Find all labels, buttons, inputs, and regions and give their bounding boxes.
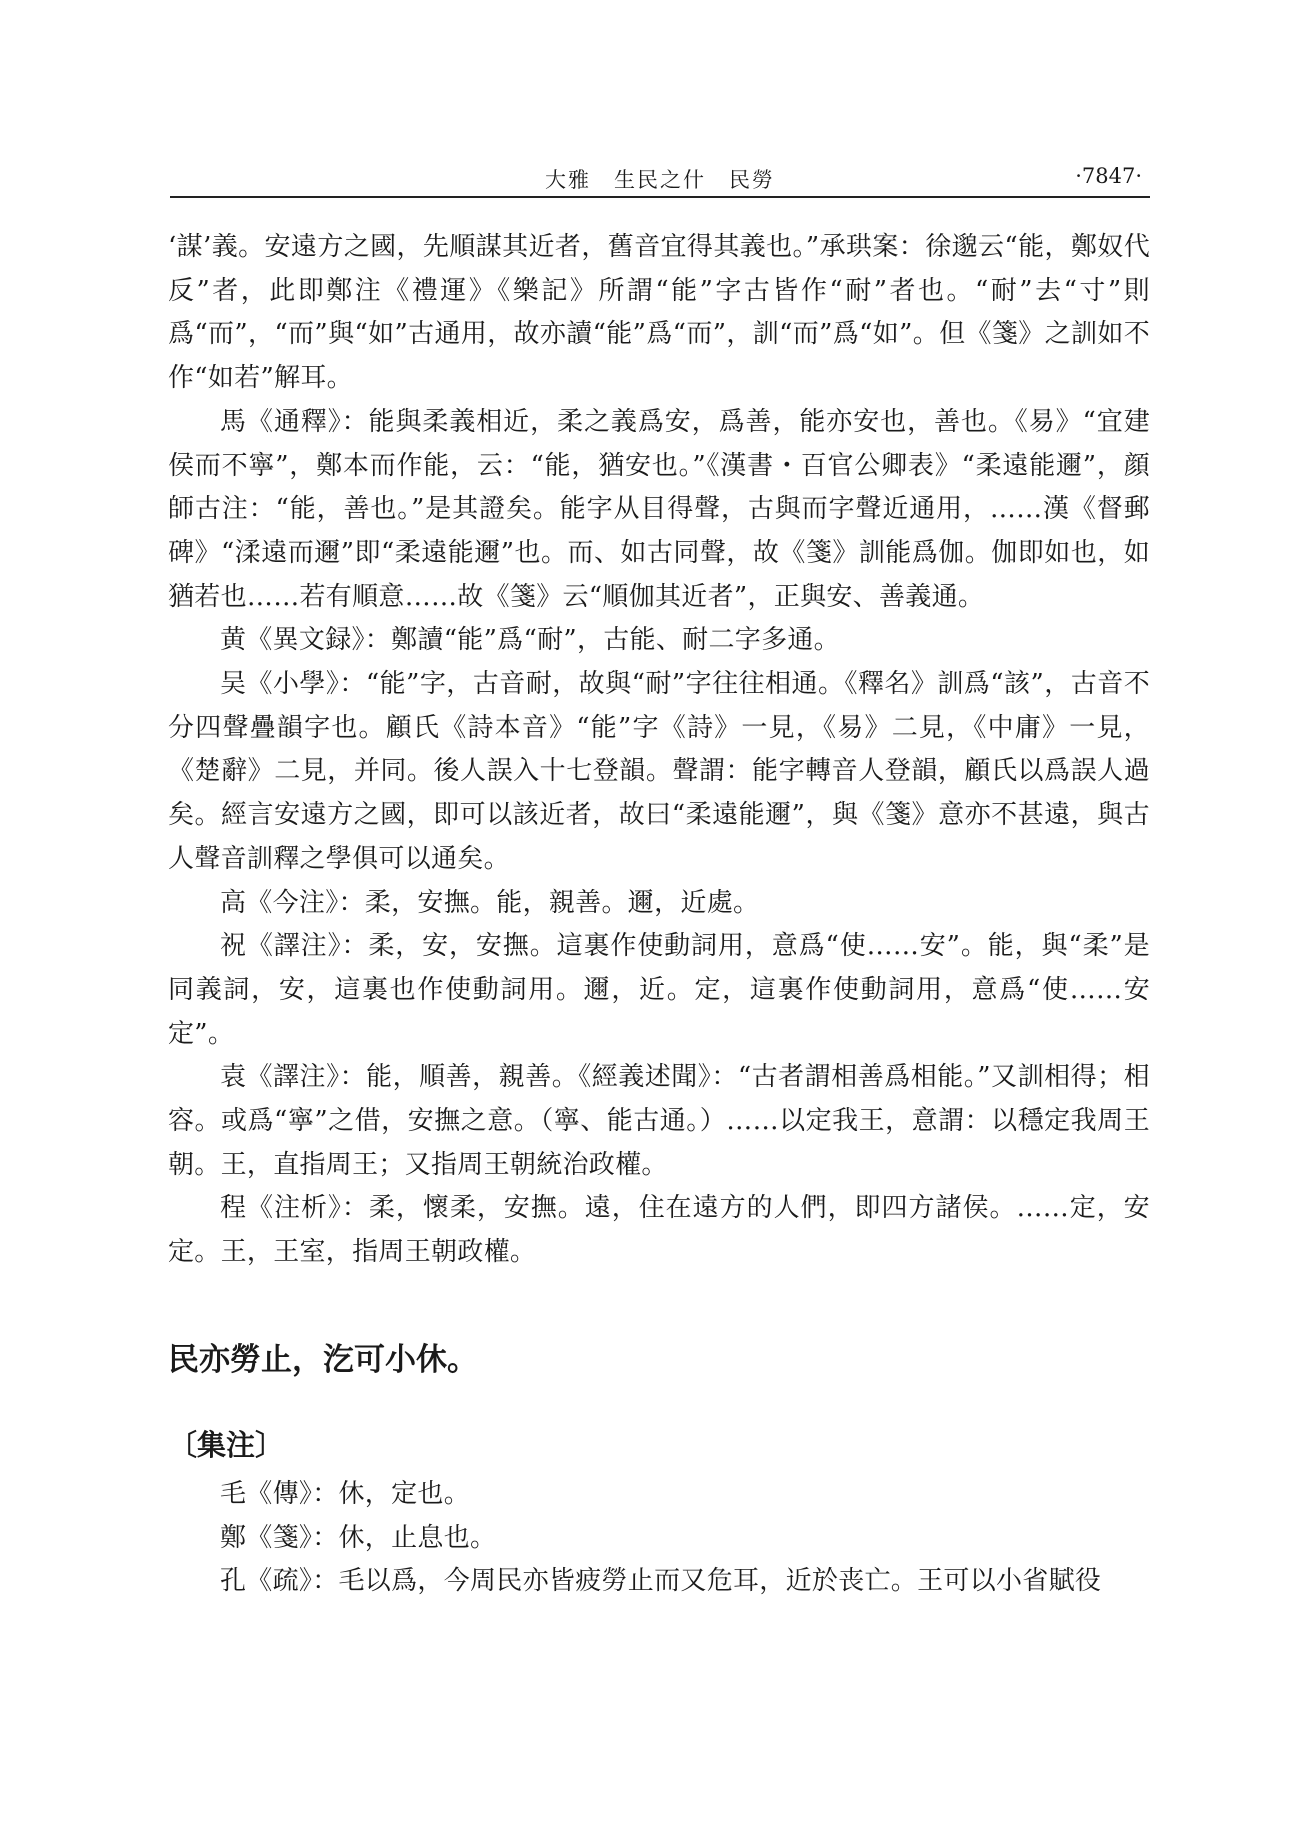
note-mao-zhuan: 毛《傳》：休，定也。 bbox=[220, 1478, 471, 1509]
header-title: 大雅 生民之什 民勞 bbox=[545, 168, 775, 192]
section-label-jizhu: 〔集注〕 bbox=[168, 1427, 285, 1462]
verse-heading: 民亦勞止，汔可小休。 bbox=[168, 1341, 478, 1378]
note-kong-shu: 孔《疏》：毛以爲，今周民亦皆疲勞止而又危耳，近於丧亡。王可以小省賦役 bbox=[220, 1566, 1102, 1597]
paragraph-zhu-yizhu: 祝《譯注》：柔，安，安撫。這裏作使動詞用，意爲“使……安”。能，與“柔”是同義詞，安，這裏也作使動詞用。邇，近。定，這裏作使動詞用，意爲“使……安定”。 bbox=[168, 931, 1150, 1049]
paragraph-cheng-zhuxi: 程《注析》：柔，懷柔，安撫。遠，住在遠方的人們，即四方諸侯。……定，安定。王，王室，指周王朝政權。 bbox=[168, 1193, 1150, 1268]
paragraph-continuation: ‘謀’義。安遠方之國，先順謀其近者，舊音宜得其義也。”承珙案：徐邈云“能，鄭奴代反”者，此即鄭注《禮運》《樂記》所謂“能”字古皆作“耐”者也。“耐”去“寸”則爲“而”，“而”與“如”古通用，故亦讀“能”爲“而”，訓“而”爲“如”。但《箋》之訓如不作“如若”解耳。 bbox=[168, 232, 1150, 394]
paragraph-huang-yiwenlu: 黄《異文録》：鄭讀“能”爲“耐”，古能、耐二字多通。 bbox=[220, 625, 840, 656]
paragraph-yuan-yizhu: 袁《譯注》：能，順善，親善。《經義述聞》：“古者謂相善爲相能。”又訓相得；相容。或爲“寧”之借，安撫之意。（寧、能古通。）……以定我王，意謂：以穩定我周王朝。王，直指周王；又指周王朝統治政權。 bbox=[168, 1062, 1150, 1180]
page-number: ·7847· bbox=[1075, 164, 1142, 188]
paragraph-gao-jinzhu: 高《今注》：柔，安撫。能，親善。邇，近處。 bbox=[220, 887, 760, 918]
paragraph-wu-xiaoxue: 吴《小學》：“能”字，古音耐，故與“耐”字往往相通。《釋名》訓爲“該”，古音不分四聲疊韻字也。顧氏《詩本音》“能”字《詩》一見，《易》二見，《中庸》一見，《楚辭》二見，并同。後人誤入十七登韻。聲謂：能字轉音人登韻，顧氏以爲誤人過矣。經言安遠方之國，即可以該近者，故曰“柔遠能邇”，與《箋》意亦不甚遠，與古人聲音訓釋之學俱可以通矣。 bbox=[168, 669, 1150, 874]
note-zheng-jian: 鄭《箋》：休，止息也。 bbox=[220, 1522, 497, 1553]
page-body bbox=[168, 226, 1150, 1604]
running-header bbox=[170, 160, 1150, 198]
paragraph-ma-tongshi: 馬《通釋》：能與柔義相近，柔之義爲安，爲善，能亦安也，善也。《易》“宜建侯而不寧”，鄭本而作能，云：“能，猶安也。”《漢書・百官公卿表》“柔遠能邇”，顔師古注：“能，善也。”是其證矣。能字从目得聲，古與而字聲近通用，……漢《督郵碑》“渘遠而邇”即“柔遠能邇”也。而、如古同聲，故《箋》訓能爲伽。伽即如也，如猶若也……若有順意……故《箋》云“順伽其近者”，正與安、善義通。 bbox=[168, 406, 1150, 612]
